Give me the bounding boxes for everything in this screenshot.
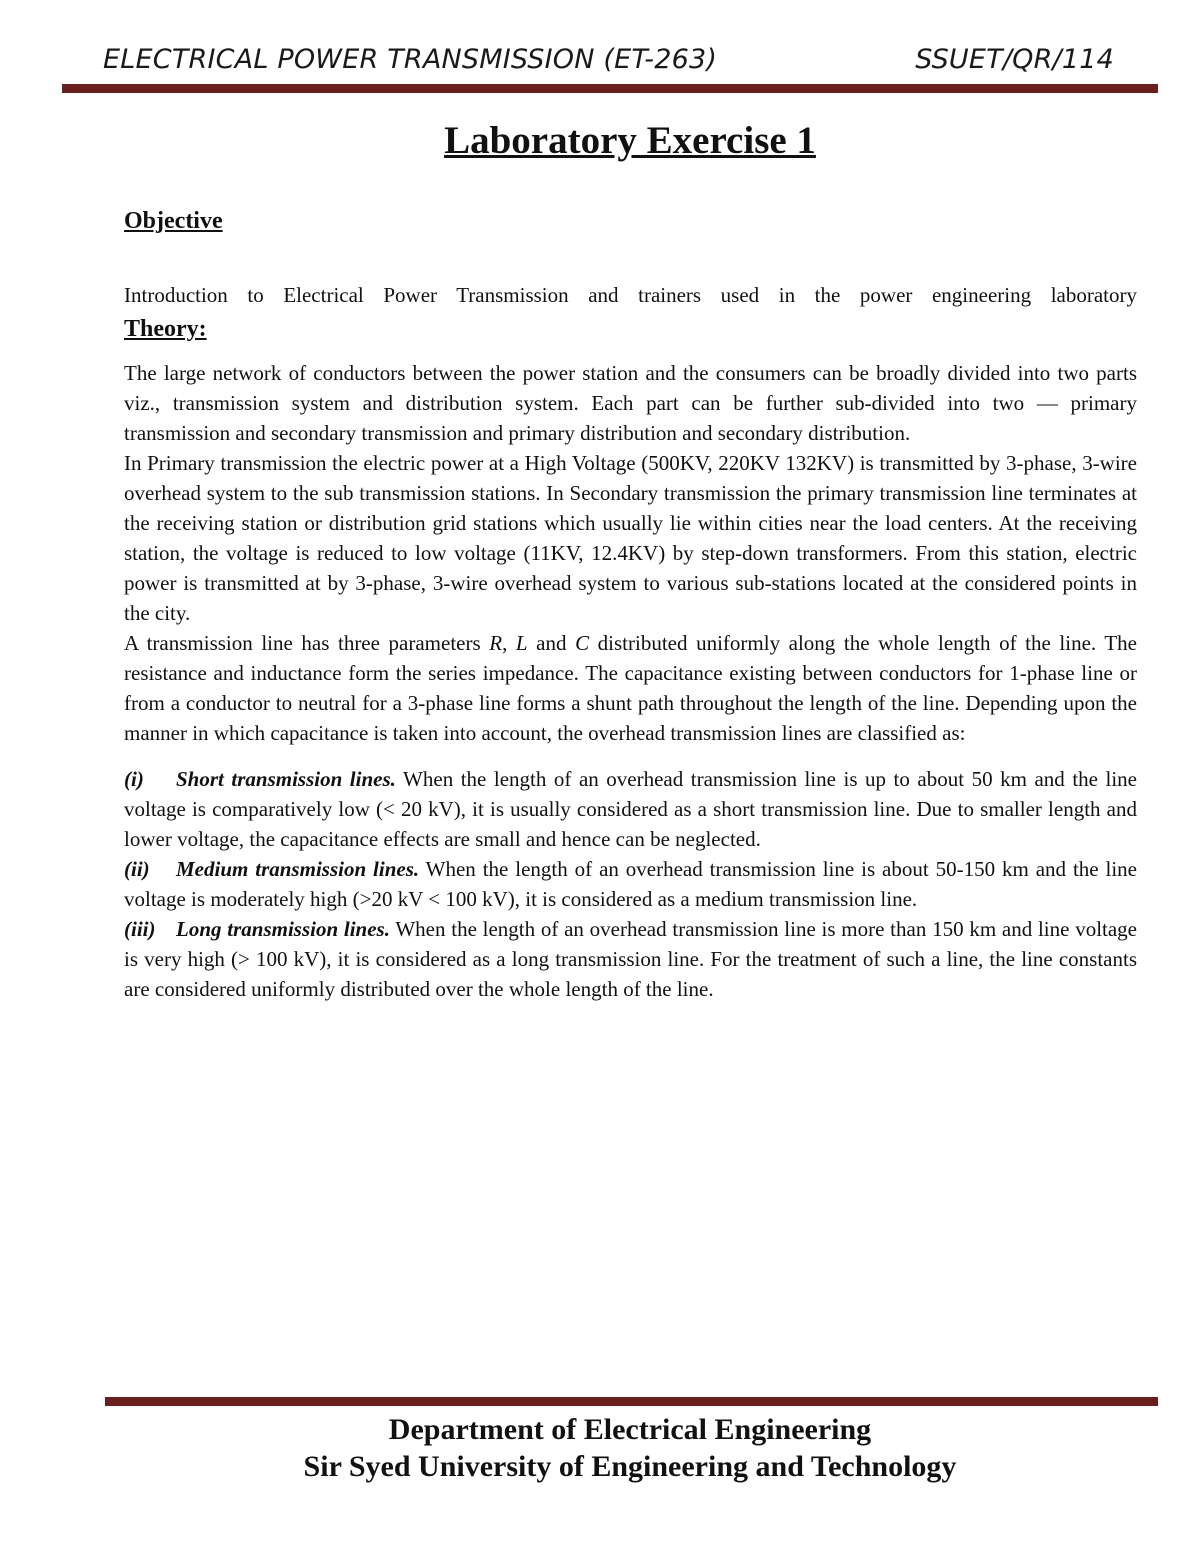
list-item-number: (ii): [124, 857, 150, 881]
param-r: R: [489, 631, 503, 655]
footer: [0, 1411, 1200, 1485]
theory-p3-and: and: [527, 631, 576, 655]
theory-paragraph-2: In Primary transmission the electric power at a High Voltage (500KV, 220KV 132KV) is transmitted by 3-phase, 3-wire overhead system to the sub transmission stations. In Secondary transmission the primary transmission line terminates at the receiving station or distribution grid stations which usually lie within cities near the load centers. At the receiving station, the voltage is reduced to low voltage (11KV, 12.4KV) by step-down transformers. From this station, electric power is transmitted at by 3-phase, 3-wire overhead system to various sub-stations located at the considered points in the city.: [124, 451, 1137, 625]
list-item-text: When the length of an overhead transmission line is more than 150 km and line voltage is very high (> 100 kV), it is considered as a long transmission line. For the treatment of such a line, the line constants are considered uniformly distributed over the whole length of the line.: [124, 917, 1138, 1001]
footer-rule: [105, 1397, 1158, 1406]
theory-p3-rest: distributed uniformly along the whole length of the line. The resistance and inductance form the series impedance. The capacitance existing between conductors for 1-phase line or from a conductor to neutral for a 3-phase line forms a shunt path throughout the length of the line. Depending upon the manner in which capacitance is taken into account, the overhead transmission lines are classified as:: [124, 631, 1138, 745]
list-item-term: Short transmission lines.: [176, 767, 396, 791]
list-item-number: (iii): [124, 917, 156, 941]
theory-p3-lead: A transmission line has three parameters: [124, 631, 490, 655]
line-classification-list: [124, 764, 1137, 1004]
header-course-title: ELECTRICAL POWER TRANSMISSION (ET-263): [103, 44, 718, 75]
list-item-text: When the length of an overhead transmission line is up to about 50 km and the line voltage is comparatively low (< 20 kV), it is usually considered as a short transmission line. Due to smaller length and lower voltage, the capacitance effects are small and hence can be neglected.: [124, 767, 1137, 851]
page-title: Laboratory Exercise 1: [444, 119, 816, 162]
objective-heading: Objective: [124, 208, 223, 234]
list-item: [124, 914, 1137, 1004]
header-rule: [62, 84, 1158, 93]
objective-text: Introduction to Electrical Power Transmission and trainers used in the power engineering laboratory: [124, 283, 1137, 307]
theory-heading: Theory:: [124, 316, 207, 342]
theory-paragraph-3: [124, 628, 1137, 748]
list-item-number: (i): [124, 767, 144, 791]
theory-paragraph-1: The large network of conductors between the power station and the consumers can be broadly divided into two parts viz., transmission system and distribution system. Each part can be further sub-divided into two — primary transmission and secondary transmission and primary distribution and secondary distribution.: [124, 361, 1137, 445]
header-document-code: SSUET/QR/114: [915, 44, 1114, 75]
list-item-term: Medium transmission lines.: [176, 857, 420, 881]
footer-department: Department of Electrical Engineering: [388, 1413, 872, 1446]
list-item-text: When the length of an overhead transmission line is about 50-150 km and the line voltage is moderately high (>20 kV < 100 kV), it is considered as a medium transmission line.: [124, 857, 1137, 911]
param-l: L: [515, 631, 528, 655]
list-item: [124, 764, 1137, 854]
param-c: C: [575, 631, 590, 655]
list-item: [124, 854, 1137, 914]
document-body: [124, 204, 1137, 1004]
footer-university: Sir Syed University of Engineering and Technology: [303, 1450, 957, 1483]
list-item-term: Long transmission lines.: [176, 917, 390, 941]
theory-p3-sep: ,: [502, 631, 516, 655]
